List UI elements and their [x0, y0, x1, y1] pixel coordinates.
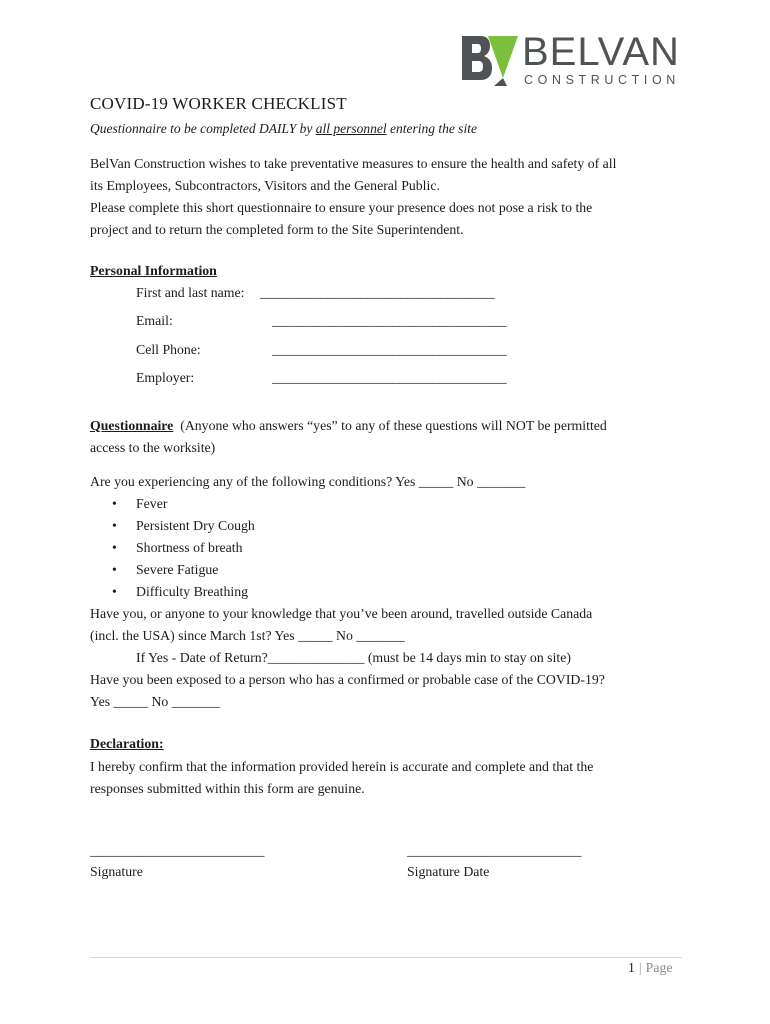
- intro-line: its Employees, Subcontractors, Visitors and the General Public.: [90, 178, 440, 193]
- personal-info-heading: Personal Information: [90, 263, 217, 278]
- subtitle-underlined: all personnel: [315, 121, 387, 136]
- employer-field-line[interactable]: ___________________________________: [272, 370, 507, 385]
- footer-separator: |: [638, 960, 642, 975]
- condition-text: Fever: [136, 496, 168, 511]
- declaration-line1: I hereby confirm that the information provided herein is accurate and complete and that the: [90, 759, 594, 774]
- condition-text: Severe Fatigue: [136, 562, 219, 577]
- condition-text: Difficulty Breathing: [136, 584, 249, 599]
- document-subtitle: [90, 121, 477, 137]
- page-word: Page: [645, 960, 673, 975]
- question-3-line1: Have you been exposed to a person who has a confirmed or probable case of the COVID-19?: [90, 672, 605, 687]
- condition-text: Persistent Dry Cough: [136, 518, 255, 533]
- subtitle-after: entering the site: [386, 121, 477, 136]
- bullet: •: [112, 518, 117, 533]
- name-field-label: First and last name:: [136, 285, 245, 300]
- bullet: •: [112, 562, 117, 577]
- page-number: 1: [628, 960, 635, 975]
- name-field-line[interactable]: ___________________________________: [260, 285, 495, 300]
- logo-subline: CONSTRUCTION: [524, 73, 680, 87]
- signature-date-line[interactable]: __________________________: [407, 843, 582, 858]
- question-2-line2: (incl. the USA) since March 1st? Yes _____ No _______: [90, 628, 405, 643]
- intro-paragraph: [90, 153, 690, 241]
- bullet: •: [112, 584, 117, 599]
- email-field-label: Email:: [136, 313, 173, 328]
- declaration-line2: responses submitted within this form are genuine.: [90, 781, 365, 796]
- questionnaire-note-line2: access to the worksite): [90, 440, 216, 455]
- signature-line[interactable]: __________________________: [90, 843, 265, 858]
- signature-label: Signature: [90, 864, 143, 879]
- intro-line: project and to return the completed form to the Site Superintendent.: [90, 222, 464, 237]
- question-2-followup: If Yes - Date of Return?______________ (must be 14 days min to stay on site): [136, 650, 571, 665]
- bullet: •: [112, 496, 117, 511]
- signature-date-label: Signature Date: [407, 864, 490, 879]
- question-3-line2: Yes _____ No _______: [90, 694, 221, 709]
- employer-field-label: Employer:: [136, 370, 195, 385]
- intro-line: BelVan Construction wishes to take preventative measures to ensure the health and safety of all: [90, 156, 617, 171]
- condition-text: Shortness of breath: [136, 540, 243, 555]
- questionnaire-heading: Questionnaire: [90, 418, 174, 433]
- questionnaire-header: [90, 415, 607, 437]
- question-2-line1: Have you, or anyone to your knowledge that you’ve been around, travelled outside Canada: [90, 606, 593, 621]
- intro-line: Please complete this short questionnaire to ensure your presence does not pose a risk to the: [90, 200, 593, 215]
- footer-divider: [90, 957, 682, 958]
- questionnaire-note: (Anyone who answers “yes” to any of these questions will NOT be permitted: [180, 418, 607, 433]
- bv-logo-icon: [460, 30, 520, 88]
- cell-phone-field-line[interactable]: ___________________________________: [272, 342, 507, 357]
- document-title: COVID-19 WORKER CHECKLIST: [90, 94, 347, 113]
- logo-wordmark: BELVAN: [522, 30, 680, 74]
- declaration-heading: Declaration:: [90, 736, 164, 751]
- cell-phone-field-label: Cell Phone:: [136, 342, 201, 357]
- subtitle-before: Questionnaire to be completed DAILY by: [90, 121, 316, 136]
- email-field-line[interactable]: ___________________________________: [272, 313, 507, 328]
- page-footer: [628, 960, 673, 976]
- question-1: Are you experiencing any of the following conditions? Yes _____ No _______: [90, 474, 526, 489]
- bullet: •: [112, 540, 117, 555]
- belvan-logo: [460, 30, 678, 90]
